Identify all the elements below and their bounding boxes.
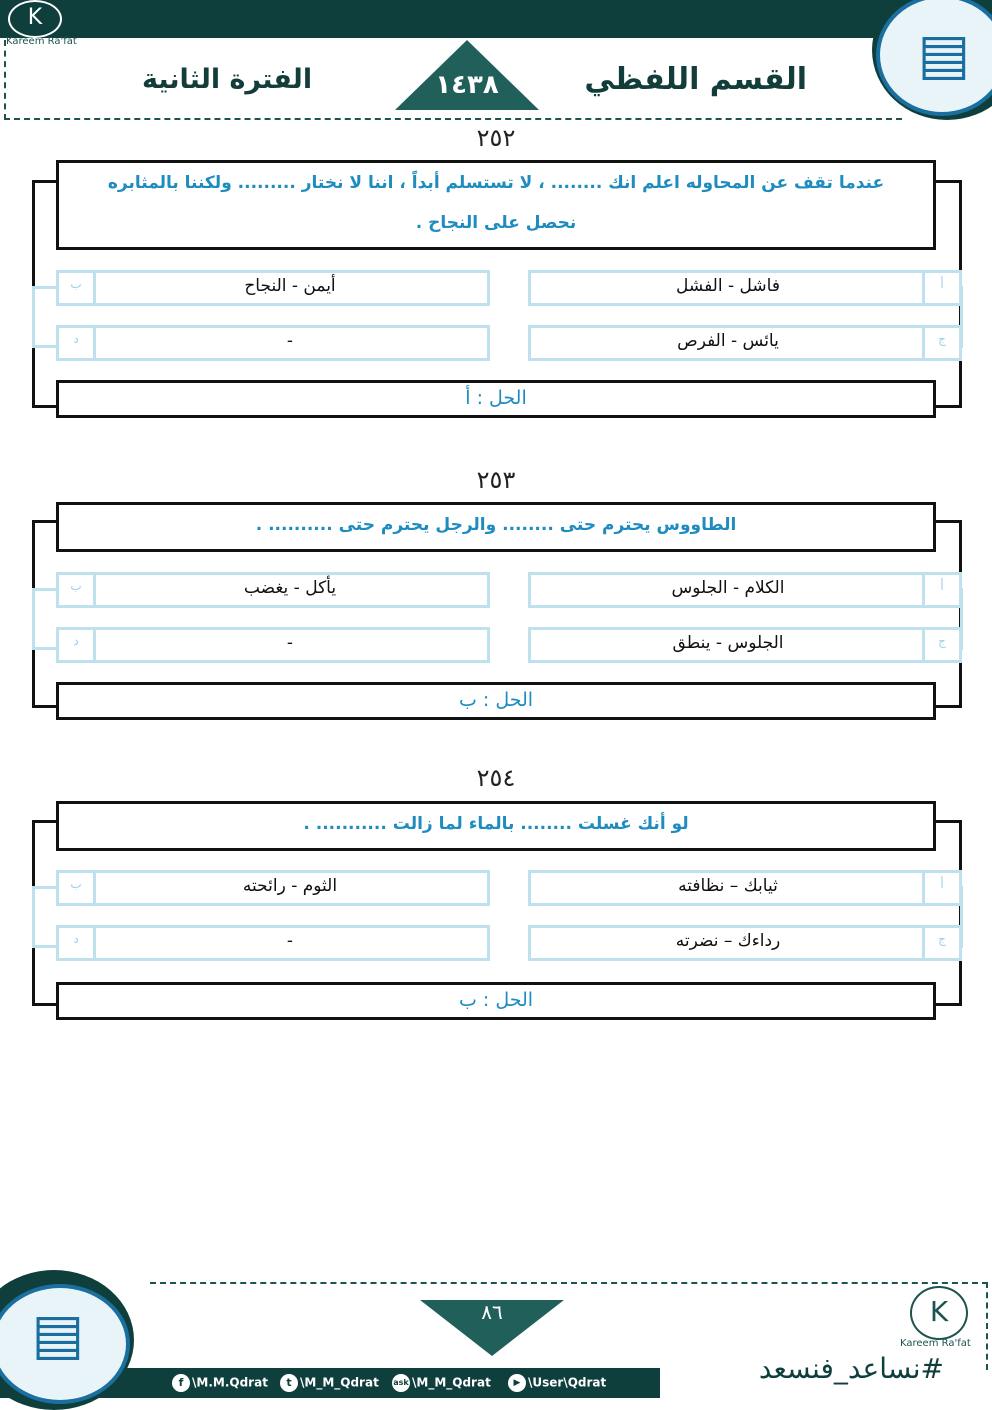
period-title: الفترة الثانية [142,64,313,95]
social-handle: \User\Qdrat [528,1375,607,1390]
social-facebook[interactable] [172,1374,268,1392]
option-label: أ [922,873,959,903]
social-handle: \M_M_Qdrat [300,1375,379,1390]
book-badge-icon: ▤ [917,22,971,87]
option-label: د [59,328,96,358]
option-label: د [59,928,96,958]
option-label: ب [59,273,96,303]
option-bracket [32,886,57,948]
option-b[interactable] [56,270,490,306]
option-value: يأكل - يغضب [243,578,337,598]
solution-box: الحل : ب [56,682,936,720]
option-label: ج [922,328,959,358]
option-b[interactable] [56,572,490,608]
question-box [56,801,936,851]
option-b[interactable] [56,870,490,906]
option-label: ب [59,575,96,605]
question-text-2: نحصل على النجاح . [415,213,577,233]
option-label: أ [922,575,959,605]
social-twitter[interactable] [280,1374,379,1392]
option-label: د [59,630,96,660]
option-d[interactable] [56,325,490,361]
question-number: ٢٥٣ [476,466,516,494]
social-handle: \M.M.Qdrat [192,1375,268,1390]
option-value: يائس - الفرص [677,331,779,351]
solution-box: الحل : أ [56,380,936,418]
option-value: - [286,633,294,653]
option-value: رداءك – نضرته [675,931,781,951]
question-text: عندما تقف عن المحاوله اعلم انك ........ ، لا تستسلم أبداً ، اننا لا نختار ......... ولكننا بالمثابره [107,173,885,193]
option-d[interactable] [56,627,490,663]
option-bracket [32,588,57,650]
option-label: ب [59,873,96,903]
option-value: الثوم - رائحته [242,876,338,896]
option-a[interactable] [528,270,962,306]
question-number: ٢٥٤ [476,764,516,792]
solution-box: الحل : ب [56,982,936,1020]
option-value: الكلام - الجلوس [671,578,785,598]
option-value: الجلوس - ينطق [672,633,784,653]
question-text: لو أنك غسلت ........ بالماء لما زالت ........... . [303,814,689,834]
footer-hashtag: #نساعد_فنسعد [758,1352,944,1385]
youtube-icon: ▶ [508,1374,526,1392]
year-label: ١٤٣٨ [435,70,499,100]
option-a[interactable] [528,870,962,906]
option-label: ج [922,928,959,958]
option-d[interactable] [56,925,490,961]
question-box [56,160,936,250]
option-value: أيمن - النجاح [244,276,336,296]
header-band [0,0,992,38]
social-ask[interactable] [392,1374,491,1392]
page-number: ٨٦ [481,1300,503,1324]
option-value: فاشل - الفشل [676,276,780,296]
option-a[interactable] [528,572,962,608]
option-bracket [32,286,57,348]
facebook-icon: f [172,1374,190,1392]
option-label: ج [922,630,959,660]
twitter-icon: t [280,1374,298,1392]
header-logo-text: Kareem Ra'fat [6,36,77,47]
option-c[interactable] [528,925,962,961]
kareem-logo-icon: K [8,0,62,38]
option-c[interactable] [528,627,962,663]
question-box [56,502,936,552]
option-value: ثيابك – نظافته [678,876,778,896]
option-label: أ [922,273,959,303]
social-handle: \M_M_Qdrat [412,1375,491,1390]
option-c[interactable] [528,325,962,361]
footer-logo-text: Kareem Ra'fat [900,1338,971,1349]
kareem-logo-icon: K [910,1286,968,1340]
ask-icon: ask [392,1374,410,1392]
option-value: - [286,331,294,351]
question-number: ٢٥٢ [476,124,516,152]
option-value: - [286,931,294,951]
book-badge-icon: ▤ [31,1302,85,1367]
section-title: القسم اللفظي [584,62,807,97]
question-text: الطاووس يحترم حتى ........ والرجل يحترم حتى .......... . [255,515,737,535]
social-youtube[interactable] [508,1374,606,1392]
